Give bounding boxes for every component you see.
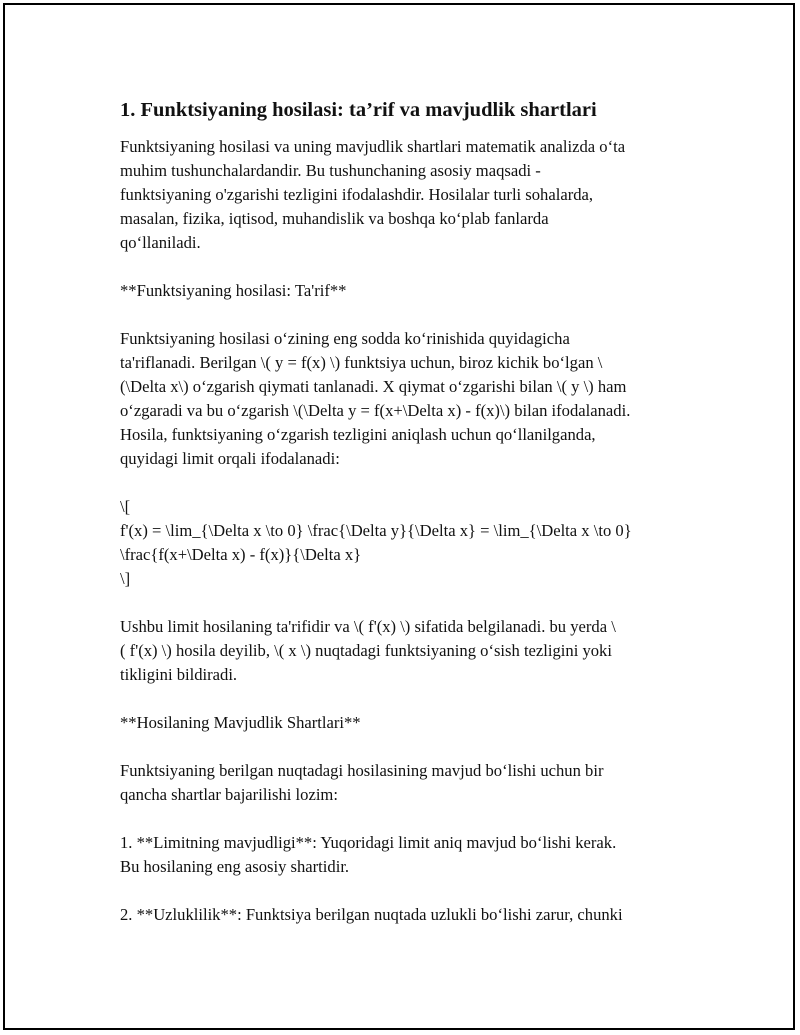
text-line: quyidagi limit orqali ifodalanadi: <box>120 449 340 468</box>
text-line: ta'riflanadi. Berilgan \( y = f(x) \) funktsiya uchun, biroz kichik bo‘lgan \ <box>120 353 603 372</box>
limit-explanation-paragraph <box>120 615 700 687</box>
text-line: 1. **Limitning mavjudligi**: Yuqoridagi limit aniq mavjud bo‘lishi kerak. <box>120 833 617 852</box>
text-line: ( f'(x) \) hosila deyilib, \( x \) nuqtadagi funktsiyaning o‘sish tezligini yoki <box>120 641 612 660</box>
definition-paragraph <box>120 327 700 471</box>
text-line: o‘zgaradi va bu o‘zgarish \(\Delta y = f(x+\Delta x) - f(x)\) bilan ifodalanadi. <box>120 401 631 420</box>
text-line: qancha shartlar bajarilishi lozim: <box>120 785 338 804</box>
formula-line: \frac{f(x+\Delta x) - f(x)}{\Delta x} <box>120 545 362 564</box>
text-line: masalan, fizika, iqtisod, muhandislik va boshqa ko‘plab fanlarda <box>120 209 549 228</box>
text-line: (\Delta x\) o‘zgarish qiymati tanlanadi. X qiymat o‘zgarishi bilan \( y \) ham <box>120 377 627 396</box>
intro-paragraph <box>120 135 700 255</box>
section-heading: 1. Funktsiyaning hosilasi: ta’rif va mavjudlik shartlari <box>120 99 597 121</box>
formula-line: \[ <box>120 497 131 516</box>
condition-item-2 <box>120 903 700 927</box>
formula-block <box>120 495 700 591</box>
formula-line: f'(x) = \lim_{\Delta x \to 0} \frac{\Delta y}{\Delta x} = \lim_{\Delta x \to 0} <box>120 521 632 540</box>
text-line: **Funktsiyaning hosilasi: Ta'rif** <box>120 281 347 300</box>
formula-line: \] <box>120 569 131 588</box>
text-line: funktsiyaning o'zgarishi tezligini ifodalashdir. Hosilalar turli sohalarda, <box>120 185 594 204</box>
text-line: tikligini bildiradi. <box>120 665 238 684</box>
text-line: Ushbu limit hosilaning ta'rifidir va \( f'(x) \) sifatida belgilanadi. bu yerda \ <box>120 617 616 636</box>
text-line: Funktsiyaning berilgan nuqtadagi hosilasining mavjud bo‘lishi uchun bir <box>120 761 604 780</box>
condition-item-1 <box>120 831 700 879</box>
document-body <box>120 97 700 951</box>
conditions-intro-paragraph <box>120 759 700 807</box>
document-page <box>3 3 795 1030</box>
subheading-conditions <box>120 711 700 735</box>
text-line: Funktsiyaning hosilasi o‘zining eng sodda ko‘rinishida quyidagicha <box>120 329 570 348</box>
text-line: Bu hosilaning eng asosiy shartidir. <box>120 857 350 876</box>
text-line: **Hosilaning Mavjudlik Shartlari** <box>120 713 361 732</box>
text-line: Hosila, funktsiyaning o‘zgarish tezligini aniqlash uchun qo‘llanilganda, <box>120 425 596 444</box>
text-line: Funktsiyaning hosilasi va uning mavjudlik shartlari matematik analizda o‘ta <box>120 137 626 156</box>
subheading-definition <box>120 279 700 303</box>
text-line: qo‘llaniladi. <box>120 233 201 252</box>
text-line: 2. **Uzluklilik**: Funktsiya berilgan nuqtada uzlukli bo‘lishi zarur, chunki <box>120 905 623 924</box>
text-line: muhim tushunchalardandir. Bu tushunchaning asosiy maqsadi - <box>120 161 541 180</box>
